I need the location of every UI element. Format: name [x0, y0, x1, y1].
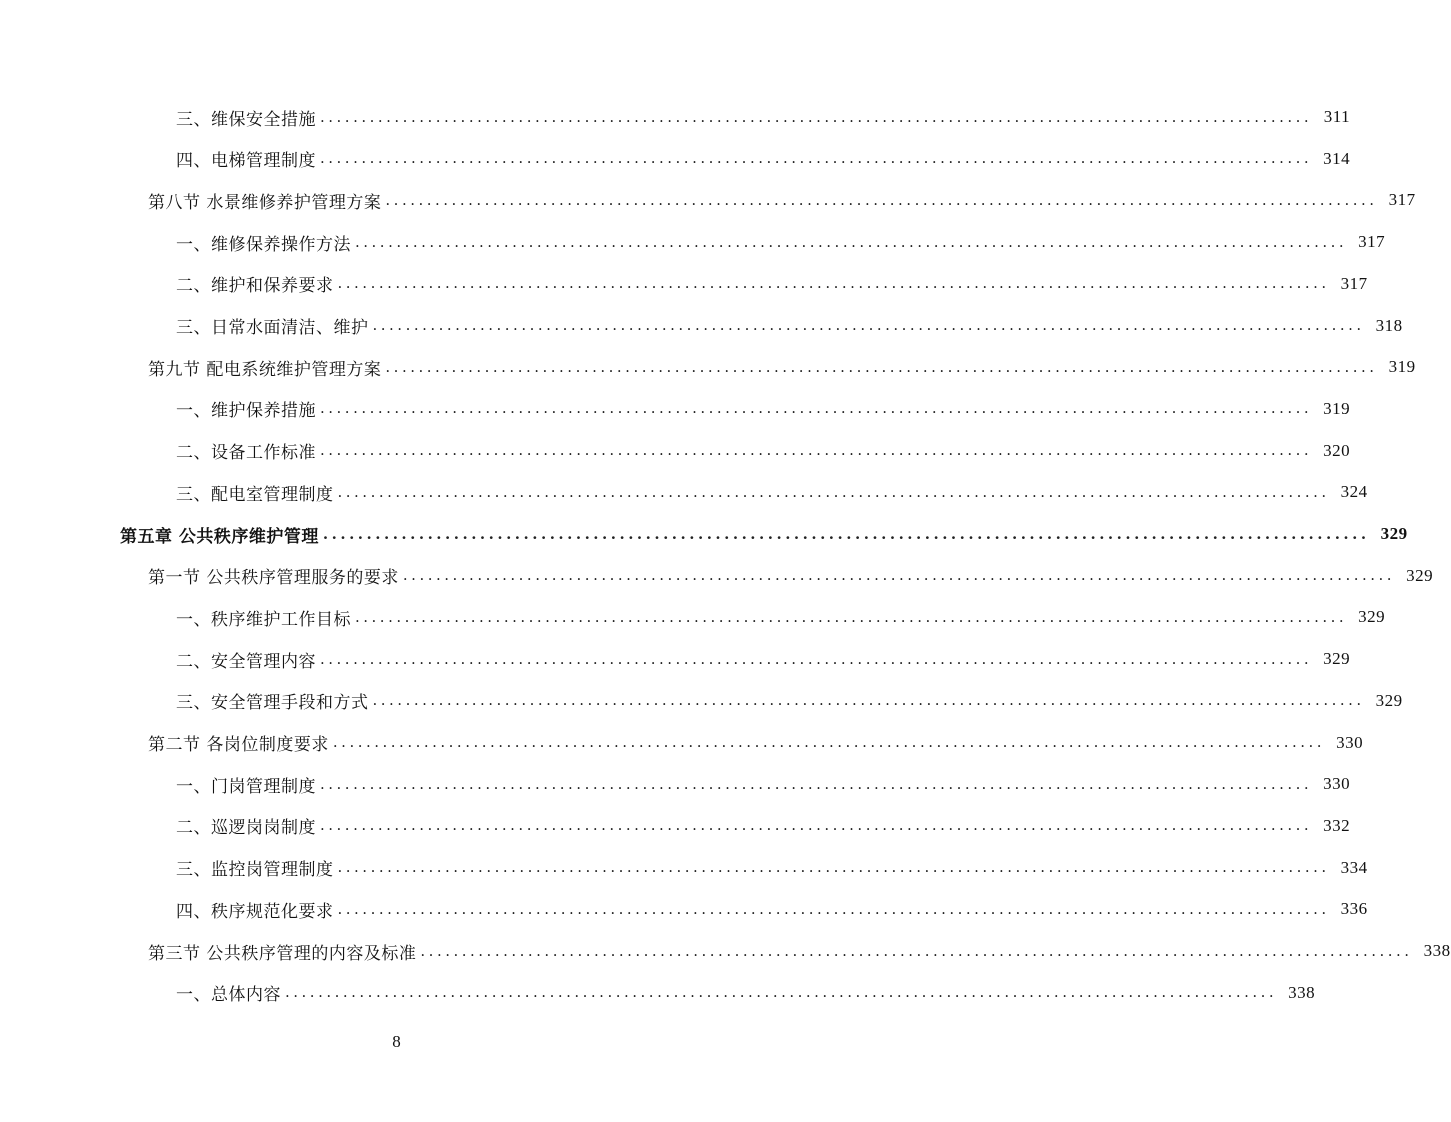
- toc-entry-title: 第一节 公共秩序管理服务的要求: [148, 568, 399, 589]
- toc-entry-title: 第三节 公共秩序管理的内容及标准: [148, 943, 417, 964]
- dot-leader: ........................................................................................................................: [355, 232, 1348, 251]
- dot-leader: ........................................................................................................................: [337, 274, 1330, 293]
- toc-entry-title: 二、设备工作标准: [176, 443, 316, 464]
- toc-entry-item[interactable]: [176, 639, 1351, 679]
- dot-leader: ........................................................................................................................: [372, 691, 1365, 710]
- toc-entry-item[interactable]: [176, 764, 1351, 804]
- toc-entry-title: 二、维护和保养要求: [176, 276, 334, 297]
- toc-entry-section[interactable]: [148, 347, 1416, 387]
- toc-entry-title: 二、巡逻岗岗制度: [176, 818, 316, 839]
- toc-entry-section[interactable]: [148, 556, 1434, 596]
- toc-entry-page-number: 336: [1340, 899, 1368, 919]
- toc-entry-item[interactable]: [176, 222, 1386, 262]
- toc-entry-page-number: 314: [1323, 148, 1351, 168]
- dot-leader: ........................................................................................................................: [385, 357, 1378, 376]
- toc-entry-page-number: 324: [1340, 482, 1368, 502]
- toc-entry-title: 四、电梯管理制度: [176, 151, 316, 172]
- toc-entry-chapter[interactable]: [120, 514, 1408, 554]
- toc-entry-item[interactable]: [176, 472, 1368, 512]
- dot-leader: ........................................................................................................................: [320, 399, 1313, 418]
- dot-leader: ........................................................................................................................: [285, 983, 1278, 1002]
- toc-entry-section[interactable]: [148, 931, 1451, 971]
- dot-leader: ........................................................................................................................: [320, 649, 1313, 668]
- toc-entry-page-number: 329: [1375, 690, 1403, 710]
- toc-entry-title: 第八节 水景维修养护管理方案: [148, 192, 382, 213]
- toc-entry-page-number: 317: [1388, 190, 1416, 210]
- toc-entry-page-number: 334: [1340, 857, 1368, 877]
- toc-entry-page-number: 317: [1340, 273, 1368, 293]
- toc-entry-item[interactable]: [176, 848, 1368, 888]
- dot-leader: ........................................................................................................................: [420, 941, 1413, 960]
- page-number: 8: [392, 1032, 401, 1051]
- toc-entry-title: 一、秩序维护工作目标: [176, 609, 351, 630]
- dot-leader: ........................................................................................................................: [355, 607, 1348, 626]
- toc-entry-title: 三、维保安全措施: [176, 109, 316, 130]
- toc-entry-page-number: 338: [1423, 941, 1451, 960]
- dot-leader: ........................................................................................................................: [385, 190, 1378, 209]
- toc-entry-item[interactable]: [176, 806, 1351, 846]
- toc-entry-item[interactable]: [176, 889, 1368, 929]
- toc-entry-title: 一、门岗管理制度: [176, 776, 316, 797]
- toc-entry-item[interactable]: [176, 973, 1316, 1013]
- toc-entry-title: 四、秩序规范化要求: [176, 901, 334, 922]
- toc-entry-page-number: 338: [1288, 982, 1316, 1002]
- toc-entry-title: 三、安全管理手段和方式: [176, 693, 369, 714]
- dot-leader: ........................................................................................................................: [337, 482, 1330, 501]
- toc-entry-page-number: 332: [1323, 815, 1351, 835]
- dot-leader: ........................................................................................................................: [372, 316, 1365, 334]
- toc-entry-page-number: 330: [1323, 774, 1351, 794]
- toc-entry-title: 三、配电室管理制度: [176, 484, 334, 505]
- toc-entry-item[interactable]: [176, 431, 1351, 471]
- toc-entry-item[interactable]: [176, 264, 1368, 304]
- toc-entry-item[interactable]: [176, 139, 1351, 179]
- toc-entry-page-number: 329: [1380, 524, 1408, 543]
- dot-leader: ........................................................................................................................: [320, 441, 1313, 460]
- toc-entry-title: 一、总体内容: [176, 985, 281, 1006]
- toc-entry-page-number: 329: [1323, 649, 1351, 669]
- toc-entry-item[interactable]: [176, 597, 1386, 637]
- toc-entry-item[interactable]: [176, 97, 1351, 137]
- toc-entry-title: 三、监控岗管理制度: [176, 860, 334, 881]
- toc-entry-title: 一、维修保养操作方法: [176, 234, 351, 255]
- toc-entry-section[interactable]: [148, 180, 1416, 220]
- dot-leader: ........................................................................................................................: [337, 858, 1330, 877]
- toc-entry-item[interactable]: [176, 306, 1403, 346]
- toc-entry-item[interactable]: [176, 389, 1351, 429]
- toc-entry-page-number: 317: [1358, 232, 1386, 252]
- dot-leader: ........................................................................................................................: [320, 149, 1313, 168]
- toc-entry-item[interactable]: [176, 681, 1403, 721]
- dot-leader: ........................................................................................................................: [337, 899, 1330, 918]
- toc-entry-title: 第五章 公共秩序维护管理: [120, 526, 319, 547]
- toc-entry-page-number: 319: [1388, 357, 1416, 377]
- toc-entry-page-number: 320: [1323, 440, 1351, 460]
- toc-entry-title: 一、维护保养措施: [176, 401, 316, 422]
- toc-entry-title: 第二节 各岗位制度要求: [148, 735, 329, 755]
- dot-leader: ........................................................................................................................: [322, 524, 1370, 543]
- dot-leader: ........................................................................................................................: [320, 816, 1313, 835]
- toc-entry-page-number: 329: [1358, 607, 1386, 627]
- dot-leader: ........................................................................................................................: [402, 566, 1396, 585]
- toc-entry-page-number: 318: [1375, 315, 1403, 335]
- toc-entry-page-number: 329: [1406, 565, 1434, 585]
- toc-entry-title: 三、日常水面清洁、维护: [176, 318, 369, 338]
- dot-leader: ........................................................................................................................: [320, 774, 1313, 793]
- toc-entry-title: 二、安全管理内容: [176, 651, 316, 672]
- dot-leader: ........................................................................................................................: [320, 107, 1313, 126]
- toc-entry-page-number: 311: [1323, 107, 1351, 126]
- toc-entry-page-number: 330: [1336, 732, 1364, 752]
- toc-entry-title: 第九节 配电系统维护管理方案: [148, 359, 382, 380]
- toc-entry-page-number: 319: [1323, 398, 1351, 418]
- dot-leader: ........................................................................................................................: [332, 733, 1326, 751]
- toc-entry-section[interactable]: [148, 723, 1364, 763]
